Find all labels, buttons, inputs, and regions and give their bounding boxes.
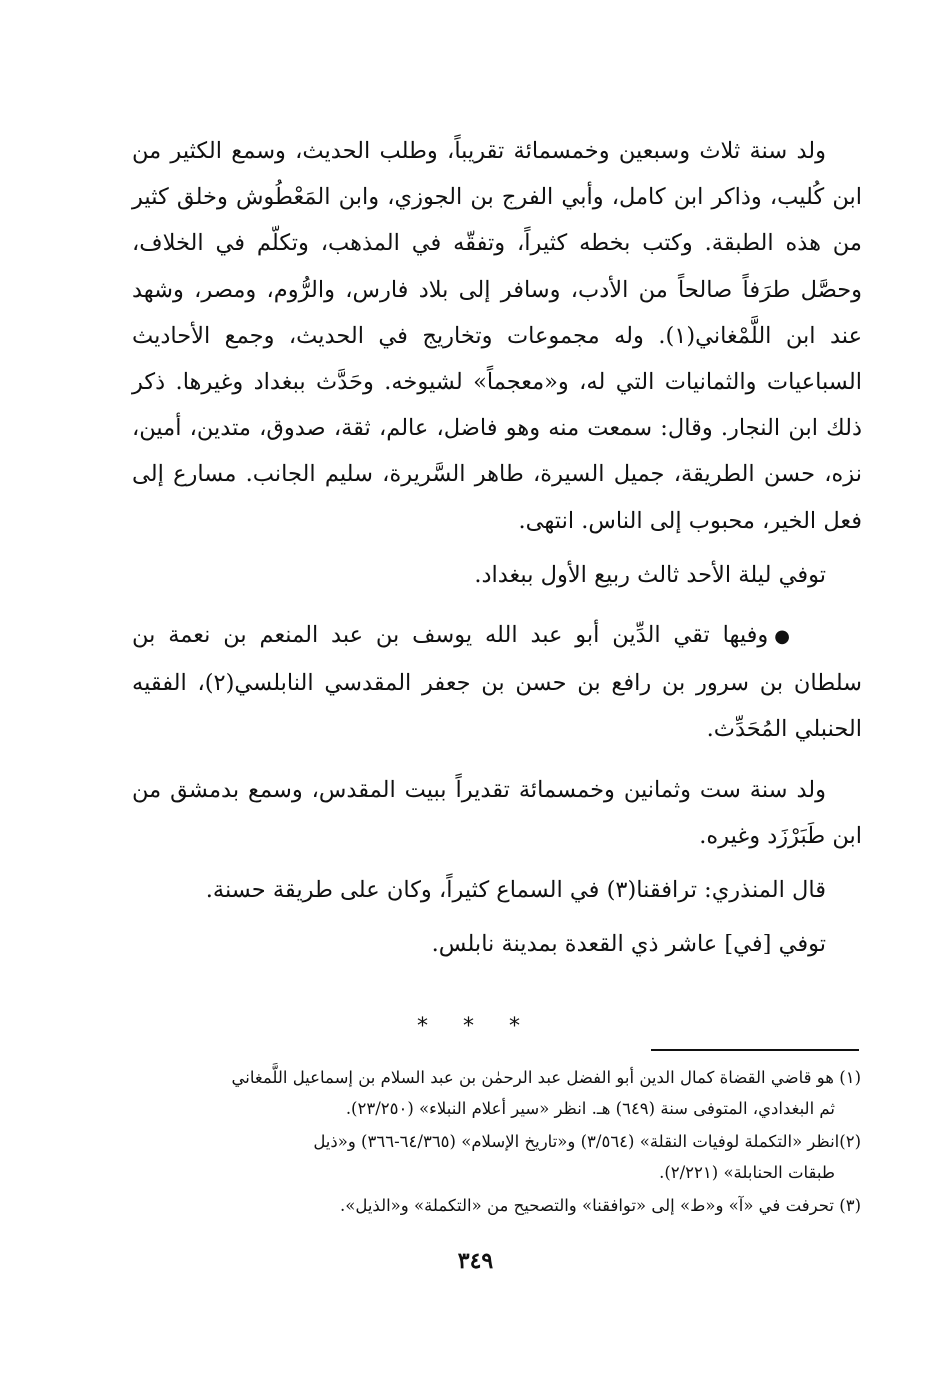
page-number: ٣٤٩ bbox=[457, 1248, 494, 1274]
main-text bbox=[132, 128, 862, 967]
footnotes bbox=[136, 1062, 861, 1223]
footnote-3 bbox=[136, 1190, 861, 1221]
paragraph-biography: ولد سنة ثلاث وسبعين وخمسمائة تقريباً، وطلب الحديث، وسمع الكثير من ابن كُليب، وذاكر ابن كامل، وأبي الفرج بن الجوزي، وابن المَعْطُوش وخلق كثير من هذه الطبقة. وكتب بخطه كثيراً، وتفقّه في المذهب، وتكلّم في الخلاف، وحصَّل طرَفاً صالحاً من الأدب، وسافر إلى بلاد فارس، والرُّوم، ومصر، وشهد عند ابن اللَّمْغاني(١). وله مجموعات وتخاريج في الحديث، وجمع الأحاديث السباعيات والثمانيات التي له، و«معجماً» لشيوخه. وحَدَّث ببغداد وغيرها. ذكر ذلك ابن النجار. وقال: سمعت منه وهو فاضل، عالم، ثقة، صدوق، متدين، أمين، نزه، حسن الطريقة، جميل السيرة، طاهر السَّريرة، سليم الجانب. مسارع إلى فعل الخير، محبوب إلى الناس. انتهى. bbox=[132, 138, 862, 534]
paragraph-new-entry bbox=[132, 612, 862, 753]
paragraph-birth-2: ولد سنة ست وثمانين وخمسمائة تقديراً ببيت المقدس، وسمع بدمشق من ابن طَبَرْزَد وغيره. bbox=[132, 776, 862, 849]
paragraph-death-2: توفي [في] عاشر ذي القعدة بمدينة نابلس. bbox=[431, 931, 826, 958]
section-separator: * * * bbox=[417, 1014, 534, 1039]
footnote-3-line1: (٣) تحرفت في «آ» و«ط» إلى «توافقنا» والتصحيح من «التكملة» و«الذيل». bbox=[339, 1196, 861, 1215]
footnote-1-line1: (١) هو قاضي القضاة كمال الدين أبو الفضل عبد الرحمٰن بن عبد السلام بن إسماعيل اللَّمغاني bbox=[231, 1068, 861, 1087]
footnote-2-line2: طبقات الحنابلة» (٢/٢٢١). bbox=[659, 1163, 835, 1182]
footnote-2-line1: (٢)انظر «التكملة لوفيات النقلة» (٣/٥٦٤) و«تاريخ الإسلام» (٦٤/٣٦٥-٣٦٦) و«ذيل bbox=[313, 1132, 861, 1151]
footnote-1 bbox=[136, 1062, 861, 1124]
footnote-2 bbox=[136, 1126, 861, 1188]
paragraph-new-entry-text: وفيها تقي الدِّين أبو عبد الله يوسف بن عبد المنعم بن نعمة بن سلطان بن سرور بن رافع بن حسن بن جعفر المقدسي النابلسي(٢)، الفقيه الحنبلي المُحَدِّث. bbox=[132, 622, 863, 743]
footnote-1-line2: ثم البغدادي، المتوفى سنة (٦٤٩) هـ. انظر «سير أعلام النبلاء» (٢٣/٢٥٠). bbox=[345, 1099, 835, 1118]
paragraph-mundhiri: قال المنذري: ترافقنا(٣) في السماع كثيراً، وكان على طريقة حسنة. bbox=[205, 877, 826, 904]
bullet-icon: ● bbox=[774, 626, 790, 648]
footnote-divider bbox=[651, 1049, 859, 1051]
paragraph-death-1: توفي ليلة الأحد ثالث ربيع الأول ببغداد. bbox=[474, 561, 826, 588]
